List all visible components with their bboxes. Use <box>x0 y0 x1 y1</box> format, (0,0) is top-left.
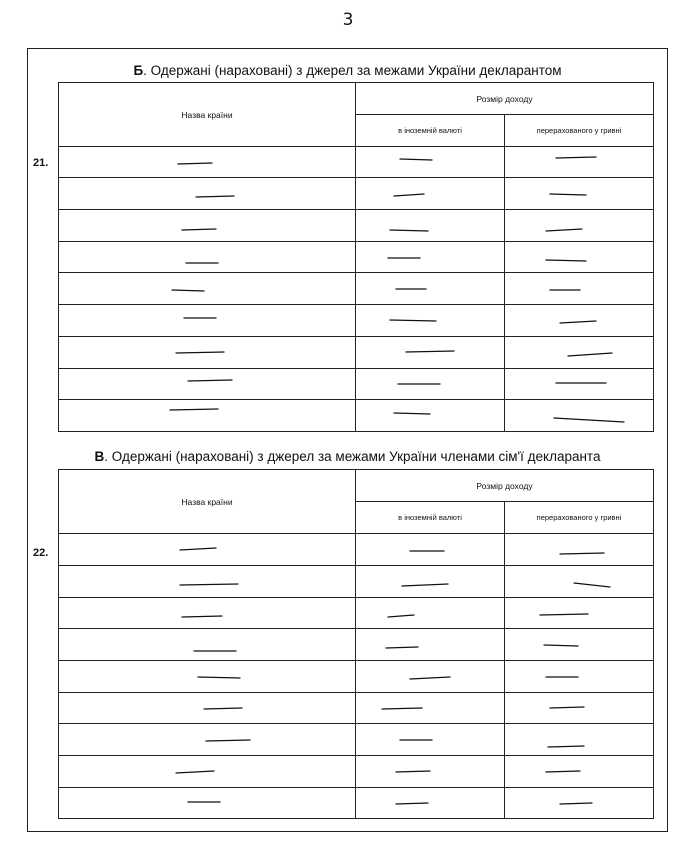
section-v-dashes <box>176 548 610 804</box>
dash-mark <box>394 413 430 414</box>
dash-mark <box>560 553 604 554</box>
dash-mark <box>198 677 240 678</box>
country-name-header: Назва країни <box>59 83 356 147</box>
dash-mark <box>388 615 414 617</box>
dash-mark <box>554 418 624 422</box>
dash-mark <box>204 708 242 709</box>
section-b-heading: . Одержані (нараховані) з джерел за межами України декларантом <box>143 63 562 78</box>
page-number: 3 <box>342 10 354 30</box>
dash-mark <box>568 353 612 356</box>
section-b-letter: Б <box>133 63 144 78</box>
dash-mark <box>550 707 584 708</box>
country-name-header: Назва країни <box>59 470 356 534</box>
dash-mark <box>386 647 418 648</box>
dash-mark <box>390 320 436 321</box>
dash-mark <box>406 351 454 352</box>
section-v-heading: . Одержані (нараховані) з джерел за межами України членами сім'ї декларанта <box>104 449 601 464</box>
converted-uah-header: перерахованого у гривні <box>505 115 654 147</box>
foreign-currency-header: в іноземній валюті <box>356 502 505 534</box>
dash-mark <box>540 614 588 615</box>
dash-mark <box>180 548 216 550</box>
foreign-currency-header: в іноземній валюті <box>356 115 505 147</box>
converted-uah-header: перерахованого у гривні <box>505 502 654 534</box>
dash-mark <box>556 157 596 158</box>
dash-mark <box>546 771 580 772</box>
dash-mark <box>188 380 232 381</box>
dash-mark <box>544 645 578 646</box>
dash-mark <box>546 260 586 261</box>
dash-mark <box>180 584 238 585</box>
dash-mark <box>182 229 216 230</box>
dash-mark <box>390 230 428 231</box>
dash-mark <box>196 196 234 197</box>
row-number-22: 22. <box>33 547 49 559</box>
dash-mark <box>206 740 250 741</box>
dash-mark <box>176 771 214 773</box>
dash-mark <box>172 290 204 291</box>
section-v-letter: В <box>94 449 105 464</box>
section-b-dashes <box>170 157 624 422</box>
dash-mark <box>182 616 222 617</box>
income-amount-header: Розмір доходу <box>356 83 654 115</box>
dash-mark <box>548 746 584 747</box>
dash-mark <box>560 321 596 323</box>
row-number-21: 21. <box>33 157 49 169</box>
dash-mark <box>546 229 582 231</box>
dash-mark <box>178 163 212 164</box>
dash-mark <box>394 194 424 196</box>
dash-mark <box>176 352 224 353</box>
dash-mark <box>170 409 218 410</box>
dash-mark <box>396 803 428 804</box>
dash-mark <box>550 194 586 195</box>
dash-mark <box>410 677 450 679</box>
dash-mark <box>400 159 432 160</box>
dash-mark <box>574 583 610 587</box>
income-amount-header: Розмір доходу <box>356 470 654 502</box>
dash-mark <box>560 803 592 804</box>
dash-mark <box>396 771 430 772</box>
dash-mark <box>402 584 448 586</box>
dash-mark <box>382 708 422 709</box>
